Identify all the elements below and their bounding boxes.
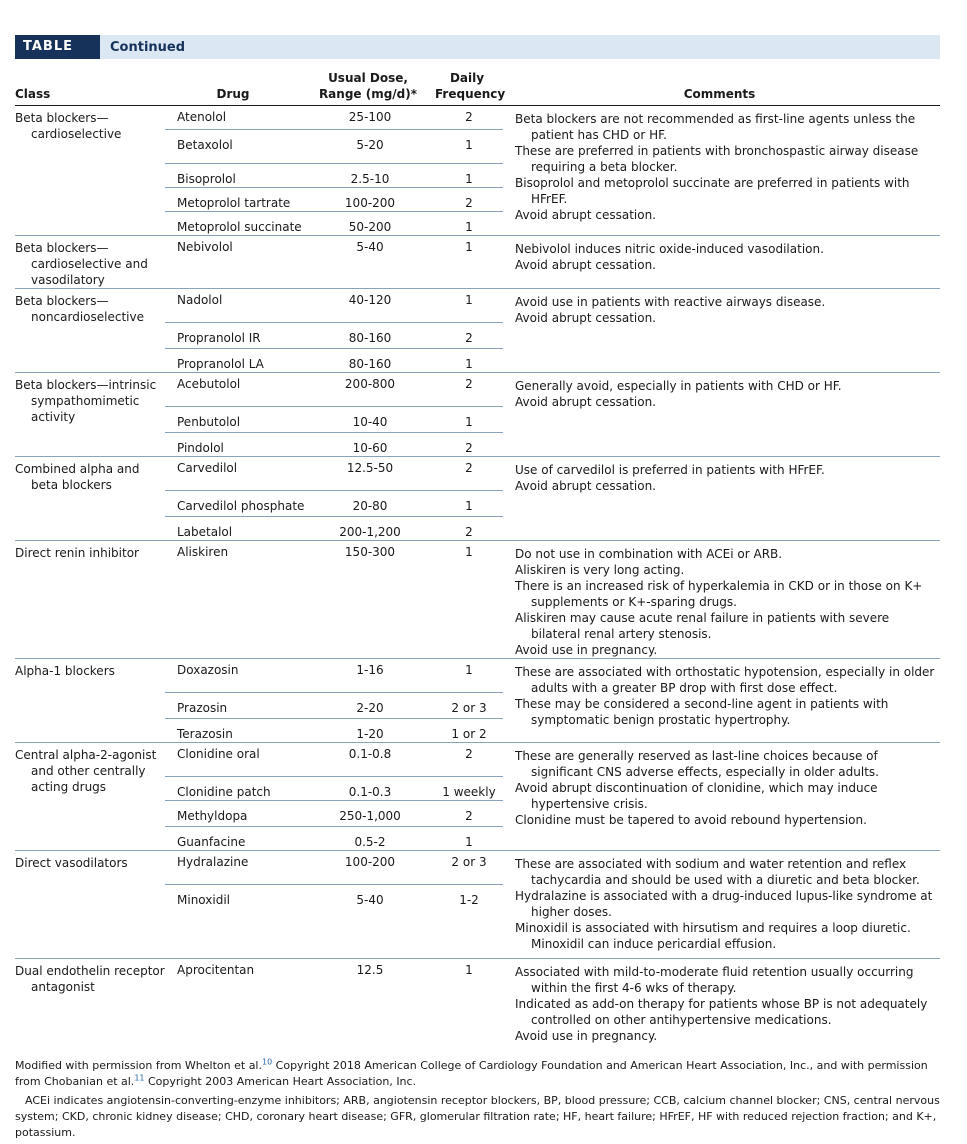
daily-frequency: 1	[435, 827, 503, 851]
dose-range: 100-200	[305, 188, 435, 212]
table-row	[15, 289, 940, 323]
comment-line: Minoxidil is associated with hirsutism and requires a loop diuretic. Minoxidil can induce pericardial effusion.	[515, 921, 911, 951]
drug-name: Carvedilol	[165, 457, 305, 491]
dose-range: 25-100	[305, 106, 435, 130]
daily-frequency: 1	[435, 349, 503, 373]
drug-class-cell	[15, 743, 165, 851]
dose-range: 0.1-0.8	[305, 743, 435, 777]
header-comments: Comments	[503, 68, 940, 106]
comment-line: Avoid abrupt cessation.	[515, 479, 656, 493]
dose-range: 80-160	[305, 349, 435, 373]
drug-name: Pindolol	[165, 433, 305, 457]
table-row	[15, 851, 940, 885]
drug-class-cell	[15, 373, 165, 457]
table-row	[15, 743, 940, 777]
drug-name: Clonidine oral	[165, 743, 305, 777]
abbreviations-note: ACEi indicates angiotensin-converting-enzyme inhibitors; ARB, angiotensin receptor blockers, BP, blood pressure; CCB, calcium channel blocker; CNS, central nervous system; CKD, chronic kidney disease; CHD, coronary heart disease; GFR, glomerular filtration rate; HF, heart failure; HFrEF, HF with reduced rejection fraction; and K+, potassium.	[15, 1094, 940, 1139]
drug-class: Direct vasodilators	[15, 856, 128, 870]
drug-class-cell	[15, 959, 165, 1045]
dose-range: 200-1,200	[305, 517, 435, 541]
comments-cell	[503, 373, 940, 457]
daily-frequency: 2	[435, 323, 503, 349]
drug-name: Betaxolol	[165, 130, 305, 164]
dose-range: 50-200	[305, 212, 435, 236]
daily-frequency: 2	[435, 188, 503, 212]
daily-frequency: 2	[435, 517, 503, 541]
table-row	[15, 373, 940, 407]
dose-range: 0.1-0.3	[305, 777, 435, 801]
drug-name: Atenolol	[165, 106, 305, 130]
comment-line: Avoid use in pregnancy.	[515, 1029, 658, 1043]
drug-class-cell	[15, 659, 165, 743]
drug-name: Carvedilol phosphate	[165, 491, 305, 517]
drug-name: Guanfacine	[165, 827, 305, 851]
daily-frequency: 2	[435, 106, 503, 130]
comment-line: Avoid abrupt cessation.	[515, 395, 656, 409]
drug-table	[15, 68, 940, 1044]
drug-class-cell	[15, 457, 165, 541]
drug-class-cell	[15, 106, 165, 236]
daily-frequency: 1	[435, 959, 503, 1045]
table-row	[15, 236, 940, 289]
dose-range: 5-40	[305, 885, 435, 959]
dose-range: 5-40	[305, 236, 435, 289]
comments-cell	[503, 851, 940, 959]
comment-line: Nebivolol induces nitric oxide-induced vasodilation.	[515, 242, 824, 256]
drug-name: Clonidine patch	[165, 777, 305, 801]
comment-line: Avoid use in pregnancy.	[515, 643, 658, 657]
comment-line: Aliskiren is very long acting.	[515, 563, 685, 577]
dose-range: 100-200	[305, 851, 435, 885]
comment-line: Do not use in combination with ACEi or ARB.	[515, 547, 783, 561]
comment-line: Avoid abrupt cessation.	[515, 208, 656, 222]
table-row	[15, 106, 940, 130]
comment-line: These are associated with orthostatic hypotension, especially in older adults with a greater BP drop with first dose effect.	[515, 665, 935, 695]
drug-class: Central alpha-2-agonist and other centrally acting drugs	[15, 748, 157, 794]
daily-frequency: 1	[435, 289, 503, 323]
table-label: TABLE 13	[15, 35, 100, 59]
table-title-bar	[15, 35, 940, 78]
table-container	[15, 35, 940, 1043]
comment-line: Avoid abrupt cessation.	[515, 258, 656, 272]
drug-name: Metoprolol tartrate	[165, 188, 305, 212]
daily-frequency: 1	[435, 164, 503, 188]
comment-line: These may be considered a second-line agent in patients with symptomatic benign prostatic hypertrophy.	[515, 697, 889, 727]
drug-name: Nadolol	[165, 289, 305, 323]
comment-line: Avoid abrupt discontinuation of clonidine, which may induce hypertensive crisis.	[515, 781, 878, 811]
drug-class: Beta blockers—cardioselective and vasodilatory	[15, 241, 148, 287]
drug-class-cell	[15, 851, 165, 959]
dose-range: 150-300	[305, 541, 435, 659]
drug-class: Beta blockers—cardioselective	[15, 111, 122, 141]
daily-frequency: 2	[435, 373, 503, 407]
daily-frequency: 2 or 3	[435, 693, 503, 719]
table-row	[15, 659, 940, 693]
daily-frequency: 1 or 2	[435, 719, 503, 743]
drug-class: Beta blockers—intrinsic sympathomimetic activity	[15, 378, 157, 424]
drug-class: Combined alpha and beta blockers	[15, 462, 140, 492]
drug-class: Dual endothelin receptor antagonist	[15, 964, 165, 994]
daily-frequency: 1	[435, 212, 503, 236]
drug-name: Metoprolol succinate	[165, 212, 305, 236]
dose-range: 5-20	[305, 130, 435, 164]
daily-frequency: 2	[435, 801, 503, 827]
drug-name: Bisoprolol	[165, 164, 305, 188]
drug-name: Terazosin	[165, 719, 305, 743]
comment-line: Use of carvedilol is preferred in patients with HFrEF.	[515, 463, 825, 477]
comments-cell	[503, 659, 940, 743]
header-class: Class	[15, 68, 165, 106]
comment-line: These are preferred in patients with bronchospastic airway disease requiring a beta blocker.	[515, 144, 919, 174]
drug-name: Aliskiren	[165, 541, 305, 659]
drug-name: Propranolol LA	[165, 349, 305, 373]
drug-class: Direct renin inhibitor	[15, 546, 139, 560]
comment-line: There is an increased risk of hyperkalemia in CKD or in those on K+ supplements or K+-sparing drugs.	[515, 579, 923, 609]
drug-name: Penbutolol	[165, 407, 305, 433]
drug-class: Beta blockers—noncardioselective	[15, 294, 144, 324]
daily-frequency: 1	[435, 407, 503, 433]
comment-line: Clonidine must be tapered to avoid rebound hypertension.	[515, 813, 867, 827]
table-footnote	[15, 1058, 940, 1141]
drug-name: Hydralazine	[165, 851, 305, 885]
comment-line: Aliskiren may cause acute renal failure in patients with severe bilateral renal artery stenosis.	[515, 611, 890, 641]
daily-frequency: 1-2	[435, 885, 503, 959]
comment-line: Avoid use in patients with reactive airways disease.	[515, 295, 826, 309]
comments-cell	[503, 289, 940, 373]
table-subtitle: Continued	[110, 39, 186, 55]
source-note: Modified with permission from Whelton et al.$^{10}$ Copyright 2018 American College of Cardiology Foundation and American Heart Association, Inc., and with permission from Chobanian et al.$^{11}$ Copyright 2003 American Heart Association, Inc.	[15, 1057, 928, 1088]
dose-range: 20-80	[305, 491, 435, 517]
daily-frequency: 1	[435, 491, 503, 517]
comments-cell	[503, 457, 940, 541]
comments-cell	[503, 106, 940, 236]
drug-name: Minoxidil	[165, 885, 305, 959]
table-header-row	[15, 68, 940, 106]
comments-cell	[503, 236, 940, 289]
dose-range: 1-20	[305, 719, 435, 743]
daily-frequency: 1	[435, 659, 503, 693]
header-drug: Drug	[165, 68, 305, 106]
daily-frequency: 1	[435, 236, 503, 289]
comment-line: Generally avoid, especially in patients with CHD or HF.	[515, 379, 842, 393]
drug-class-cell	[15, 289, 165, 373]
comment-line: Bisoprolol and metoprolol succinate are preferred in patients with HFrEF.	[515, 176, 910, 206]
header-frequency: Daily Frequency	[435, 68, 503, 106]
drug-name: Aprocitentan	[165, 959, 305, 1045]
comments-cell	[503, 743, 940, 851]
drug-name: Labetalol	[165, 517, 305, 541]
drug-name: Methyldopa	[165, 801, 305, 827]
dose-range: 1-16	[305, 659, 435, 693]
daily-frequency: 2	[435, 457, 503, 491]
drug-class: Alpha-1 blockers	[15, 664, 115, 678]
dose-range: 80-160	[305, 323, 435, 349]
dose-range: 2-20	[305, 693, 435, 719]
dose-range: 0.5-2	[305, 827, 435, 851]
daily-frequency: 1	[435, 130, 503, 164]
drug-name: Acebutolol	[165, 373, 305, 407]
dose-range: 10-40	[305, 407, 435, 433]
dose-range: 40-120	[305, 289, 435, 323]
dose-range: 10-60	[305, 433, 435, 457]
dose-range: 12.5-50	[305, 457, 435, 491]
daily-frequency: 2	[435, 433, 503, 457]
daily-frequency: 2	[435, 743, 503, 777]
comment-line: Associated with mild-to-moderate fluid retention usually occurring within the first 4-6 wks of therapy.	[515, 965, 914, 995]
comment-line: Hydralazine is associated with a drug-induced lupus-like syndrome at higher doses.	[515, 889, 933, 919]
dose-range: 200-800	[305, 373, 435, 407]
table-row	[15, 959, 940, 1045]
drug-name: Propranolol IR	[165, 323, 305, 349]
table-row	[15, 541, 940, 659]
daily-frequency: 1 weekly	[435, 777, 503, 801]
comments-cell	[503, 959, 940, 1045]
drug-class-cell	[15, 541, 165, 659]
drug-class-cell	[15, 236, 165, 289]
dose-range: 250-1,000	[305, 801, 435, 827]
comments-cell	[503, 541, 940, 659]
header-dose: Usual Dose, Range (mg/d)*	[305, 68, 435, 106]
daily-frequency: 2 or 3	[435, 851, 503, 885]
drug-name: Doxazosin	[165, 659, 305, 693]
comment-line: These are associated with sodium and water retention and reflex tachycardia and should be used with a diuretic and beta blocker.	[515, 857, 920, 887]
dose-range: 12.5	[305, 959, 435, 1045]
comment-line: Indicated as add-on therapy for patients whose BP is not adequately controlled on other antihypertensive medications.	[515, 997, 928, 1027]
comment-line: These are generally reserved as last-line choices because of significant CNS adverse effects, especially in older adults.	[515, 749, 879, 779]
comment-line: Avoid abrupt cessation.	[515, 311, 656, 325]
dose-range: 2.5-10	[305, 164, 435, 188]
drug-name: Nebivolol	[165, 236, 305, 289]
drug-name: Prazosin	[165, 693, 305, 719]
comment-line: Beta blockers are not recommended as first-line agents unless the patient has CHD or HF.	[515, 112, 916, 142]
table-row	[15, 457, 940, 491]
daily-frequency: 1	[435, 541, 503, 659]
